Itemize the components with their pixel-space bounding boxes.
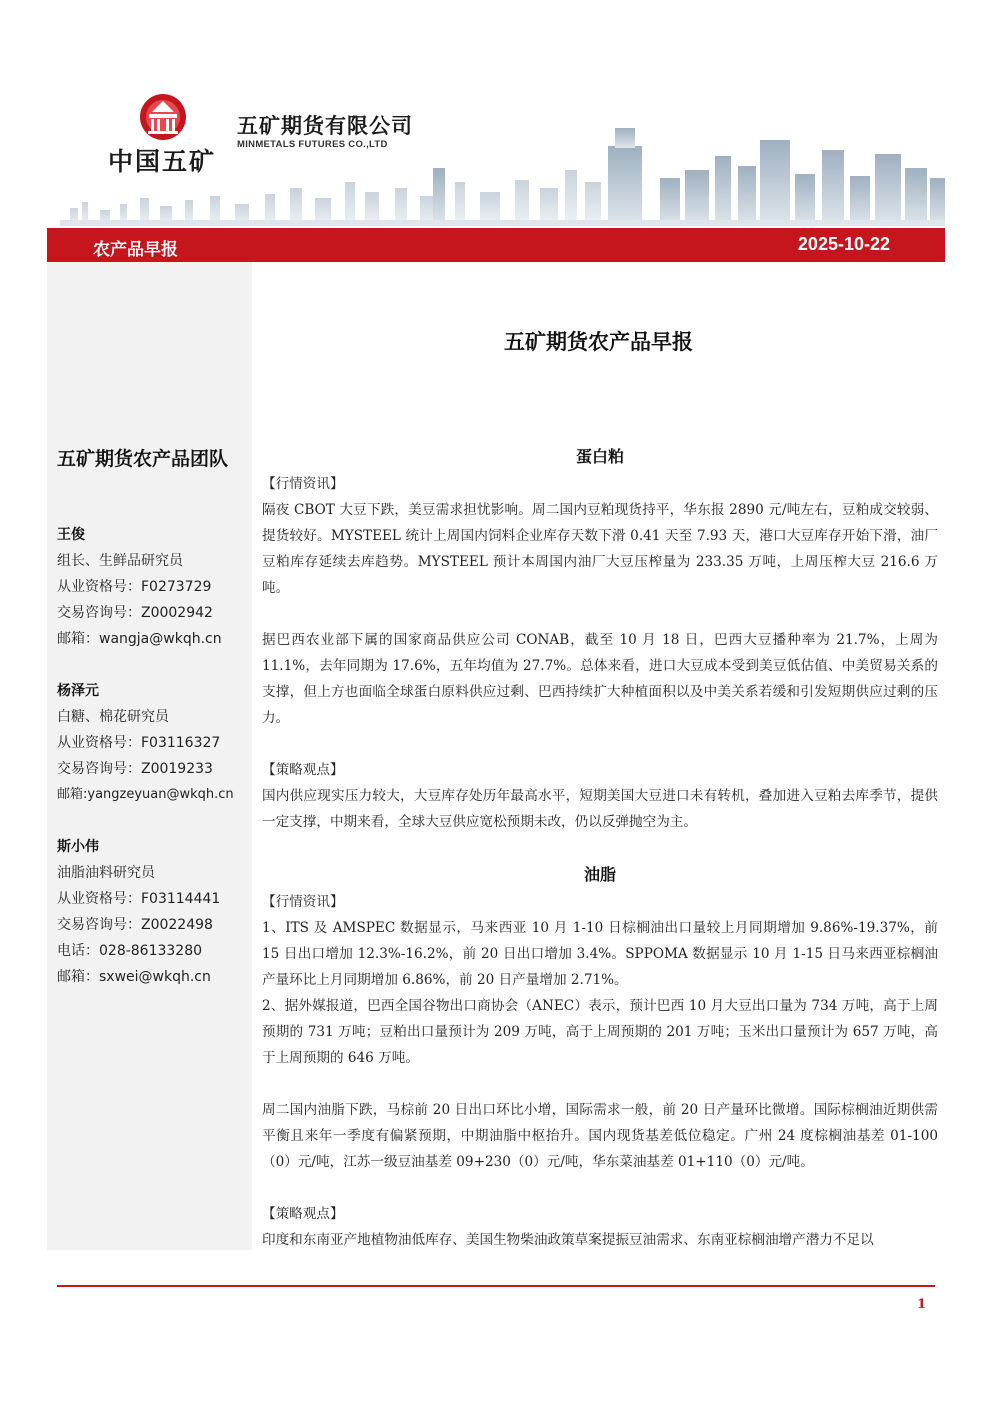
report-banner (47, 228, 945, 262)
section-tag: 【策略观点】 (262, 762, 344, 778)
section-tag: 【策略观点】 (262, 1206, 344, 1222)
spacer (262, 835, 938, 861)
spacer (262, 731, 938, 757)
member-card (57, 834, 220, 990)
report-content (262, 443, 938, 1253)
member-consult-no: 交易咨询号：Z0022498 (57, 917, 213, 933)
paragraph: 据巴西农业部下属的国家商品供应公司 CONAB，截至 10 月 18 日，巴西大豆播种率为 21.7%，上周为 11.1%，去年同期为 17.6%，五年均值为 27.7%。总体来看，进口大豆成本受到美豆低估值、中美贸易关系的支撑，但上方也面临全球蛋白原料供应过剩、巴西持续扩大种植面积以及中美关系若缓和引发短期供应过剩的压力。 (262, 632, 938, 726)
paragraph: 国内供应现实压力较大，大豆库存处历年最高水平，短期美国大豆进口未有转机，叠加进入豆粕去库季节，提供一定支撑，中期来看，全球大豆供应宽松预期未改，仍以反弹抛空为主。 (262, 788, 938, 830)
member-card (57, 678, 234, 808)
member-license: 从业资格号：F03116327 (57, 735, 221, 751)
member-consult-no: 交易咨询号：Z0002942 (57, 605, 213, 621)
member-name: 王俊 (57, 527, 85, 543)
member-role: 白糖、棉花研究员 (57, 709, 169, 725)
member-name: 杨泽元 (57, 683, 99, 699)
page-number: 1 (916, 1297, 926, 1312)
spacer (262, 601, 938, 627)
company-name-cn: 五矿期货有限公司 (237, 114, 413, 138)
report-header (0, 0, 992, 226)
member-role: 组长、生鲜品研究员 (57, 553, 183, 569)
paragraph: 隔夜 CBOT 大豆下跌，美豆需求担忧影响。周二国内豆粕现货持平，华东报 2890 元/吨左右，豆粕成交较弱、提货较好。MYSTEEL 统计上周国内饲料企业库存天数下滑 0.41 天至 7.93 天，港口大豆库存开始下滑，油厂豆粕库存延续去库趋势。MYSTEEL 预计本周国内油厂大豆压榨量为 233.35 万吨，上周压榨大豆 216.6 万吨。 (262, 502, 938, 596)
member-license: 从业资格号：F0273729 (57, 579, 212, 595)
paragraph: 2、据外媒报道，巴西全国谷物出口商协会（ANEC）表示，预计巴西 10 月大豆出口量为 734 万吨，高于上周预期的 731 万吨；豆粕出口量预计为 209 万吨，高于上周预期的 201 万吨；玉米出口量预计为 657 万吨，高于上周预期的 646 万吨。 (262, 998, 938, 1066)
report-date: 2025-10-22 (797, 234, 890, 254)
paragraph: 印度和东南亚产地植物油低库存、美国生物柴油政策草案提振豆油需求、东南亚棕榈油增产潜力不足以 (262, 1232, 874, 1248)
page-title: 五矿期货农产品早报 (504, 330, 693, 354)
member-card (57, 522, 222, 652)
member-email: 邮箱：wangja@wkqh.cn (57, 631, 222, 647)
member-name: 斯小伟 (57, 839, 99, 855)
paragraph: 1、ITS 及 AMSPEC 数据显示，马来西亚 10 月 1-10 日棕榈油出口量较上月同期增加 9.86%-19.37%，前 15 日出口增加 12.3%-16.2%，前 20 日出口增加 3.4%。SPPOMA 数据显示 10 月 1-15 日马来西亚棕榈油产量环比上月同期增加 6.86%，前 20 日产量增加 2.71%。 (262, 920, 938, 988)
team-title: 五矿期货农产品团队 (57, 448, 229, 470)
member-phone: 电话：028-86133280 (57, 943, 203, 959)
section-title: 蛋白粕 (575, 447, 624, 466)
footer-divider (57, 1285, 935, 1287)
section-title: 油脂 (583, 865, 616, 884)
member-email: 邮箱：sxwei@wkqh.cn (57, 969, 211, 985)
paragraph: 周二国内油脂下跌，马棕前 20 日出口环比小增，国际需求一般，前 20 日产量环比微增。国际棕榈油近期供需平衡且来年一季度有偏紧预期，中期油脂中枢抬升。国内现货基差低位稳定。广州 24 度棕榈油基差 01-100（0）元/吨，江苏一级豆油基差 09+230（0）元/吨，华东菜油基差 01+110（0）元/吨。 (262, 1102, 938, 1170)
member-email: 邮箱:yangzeyuan@wkqh.cn (57, 787, 234, 802)
report-type: 农产品早报 (93, 240, 178, 260)
section-tag: 【行情资讯】 (262, 476, 344, 492)
minmetals-emblem-icon (138, 92, 188, 142)
spacer (262, 1071, 938, 1097)
member-role: 油脂油料研究员 (57, 865, 155, 881)
team-sidebar (47, 262, 252, 1250)
spacer (262, 1175, 938, 1201)
member-consult-no: 交易咨询号：Z0019233 (57, 761, 213, 777)
section-tag: 【行情资讯】 (262, 894, 344, 910)
company-name-en: MINMETALS FUTURES CO.,LTD (237, 139, 388, 150)
logo-text: 中国五矿 (108, 147, 217, 176)
member-license: 从业资格号：F03114441 (57, 891, 221, 907)
